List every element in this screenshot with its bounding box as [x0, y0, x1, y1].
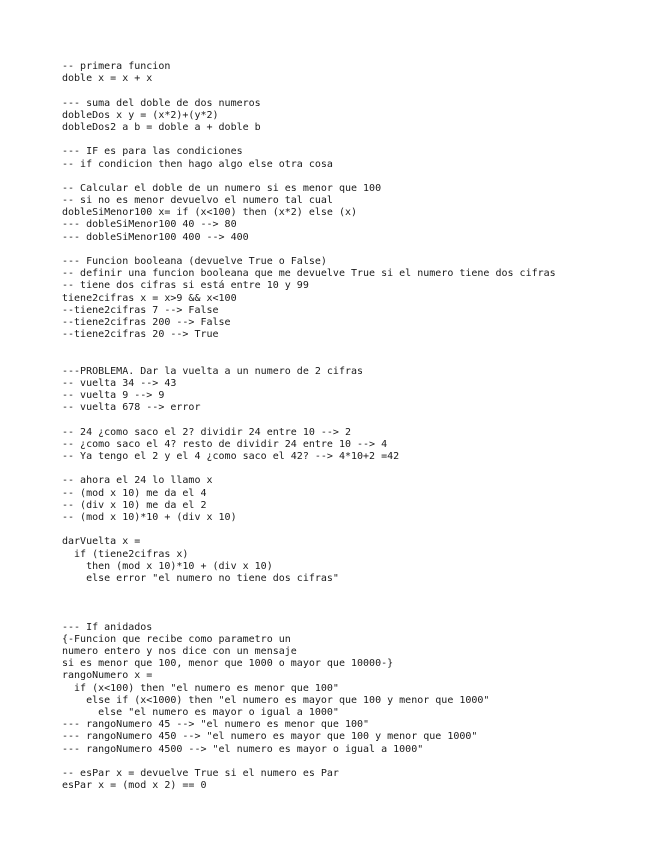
- code-line: [62, 85, 642, 97]
- code-line: darVuelta x =: [62, 536, 141, 548]
- code-line: dobleDos2 a b = doble a + doble b: [62, 121, 261, 133]
- code-line: --- IF es para las condiciones: [62, 146, 243, 158]
- code-line: --- rangoNumero 4500 --> "el numero es mayor o igual a 1000": [62, 743, 424, 755]
- code-line: ---PROBLEMA. Dar la vuelta a un numero de 2 cifras: [62, 365, 364, 377]
- code-line: --- Funcion booleana (devuelve True o False): [62, 256, 327, 267]
- code-line: -- tiene dos cifras si está entre 10 y 99: [62, 280, 309, 292]
- code-line: --- suma del doble de dos numeros: [62, 97, 261, 109]
- code-line: [62, 756, 642, 768]
- code-line: [62, 524, 642, 536]
- code-line: -- vuelta 34 --> 43: [62, 377, 177, 389]
- code-line: -- 24 ¿como saco el 2? dividir 24 entre 10 --> 2: [62, 426, 351, 438]
- code-document: [62, 61, 642, 792]
- code-line: [62, 414, 642, 426]
- code-line: --- rangoNumero 45 --> "el numero es menor que 100": [62, 719, 370, 731]
- code-line: -- primera funcion: [62, 61, 171, 72]
- code-line: [62, 609, 642, 621]
- code-line: -- si no es menor devuelvo el numero tal cual: [62, 195, 333, 207]
- code-line: --- If anidados: [62, 621, 153, 633]
- code-line: [62, 585, 642, 597]
- code-line: [62, 463, 642, 475]
- code-line: -- Ya tengo el 2 y el 4 ¿como saco el 42? --> 4*10+2 =42: [62, 451, 400, 462]
- code-line: -- esPar x = devuelve True si el numero es Par: [62, 767, 339, 779]
- code-line: then (mod x 10)*10 + (div x 10): [62, 560, 273, 572]
- code-line: -- vuelta 9 --> 9: [62, 390, 165, 402]
- code-line: [62, 134, 642, 146]
- code-line: esPar x = (mod x 2) == 0: [62, 780, 207, 792]
- code-line: -- definir una funcion booleana que me devuelve True si el numero tiene dos cifras: [62, 268, 556, 280]
- code-line: si es menor que 100, menor que 1000 o mayor que 10000-}: [62, 658, 394, 670]
- code-line: --- dobleSiMenor100 400 --> 400: [62, 231, 249, 243]
- code-line: dobleSiMenor100 x= if (x<100) then (x*2) else (x): [62, 207, 358, 219]
- code-line: else "el numero es mayor o igual a 1000": [62, 706, 339, 718]
- code-line: [62, 171, 642, 183]
- code-line: -- Calcular el doble de un numero si es menor que 100: [62, 182, 382, 194]
- code-line: -- (mod x 10) me da el 4: [62, 487, 207, 499]
- code-line: [62, 244, 642, 256]
- code-line: {-Funcion que recibe como parametro un: [62, 633, 291, 645]
- code-line: [62, 597, 642, 609]
- code-line: else error "el numero no tiene dos cifras": [62, 572, 339, 584]
- code-line: dobleDos x y = (x*2)+(y*2): [62, 109, 219, 121]
- code-line: --- dobleSiMenor100 40 --> 80: [62, 219, 237, 231]
- code-line: doble x = x + x: [62, 73, 153, 85]
- code-line: --- rangoNumero 450 --> "el numero es mayor que 100 y menor que 1000": [62, 731, 478, 743]
- code-line: --tiene2cifras 7 --> False: [62, 304, 219, 316]
- code-line: -- (mod x 10)*10 + (div x 10): [62, 511, 237, 523]
- code-line: else if (x<1000) then "el numero es mayor que 100 y menor que 1000": [62, 694, 490, 706]
- code-line: -- if condicion then hago algo else otra cosa: [62, 158, 333, 170]
- code-line: --tiene2cifras 20 --> True: [62, 329, 219, 341]
- code-line: -- ahora el 24 lo llamo x: [62, 475, 213, 487]
- code-line: -- (div x 10) me da el 2: [62, 499, 207, 511]
- code-line: -- ¿como saco el 4? resto de dividir 24 entre 10 --> 4: [62, 438, 388, 450]
- code-line: rangoNumero x =: [62, 670, 153, 682]
- code-line: --tiene2cifras 200 --> False: [62, 316, 231, 328]
- code-line: -- vuelta 678 --> error: [62, 402, 201, 414]
- code-line: [62, 354, 642, 366]
- code-line: if (tiene2cifras x): [62, 548, 189, 560]
- code-line: numero entero y nos dice con un mensaje: [62, 646, 297, 657]
- code-line: if (x<100) then "el numero es menor que 100": [62, 682, 339, 694]
- code-line: [62, 341, 642, 353]
- code-line: tiene2cifras x = x>9 && x<100: [62, 292, 237, 304]
